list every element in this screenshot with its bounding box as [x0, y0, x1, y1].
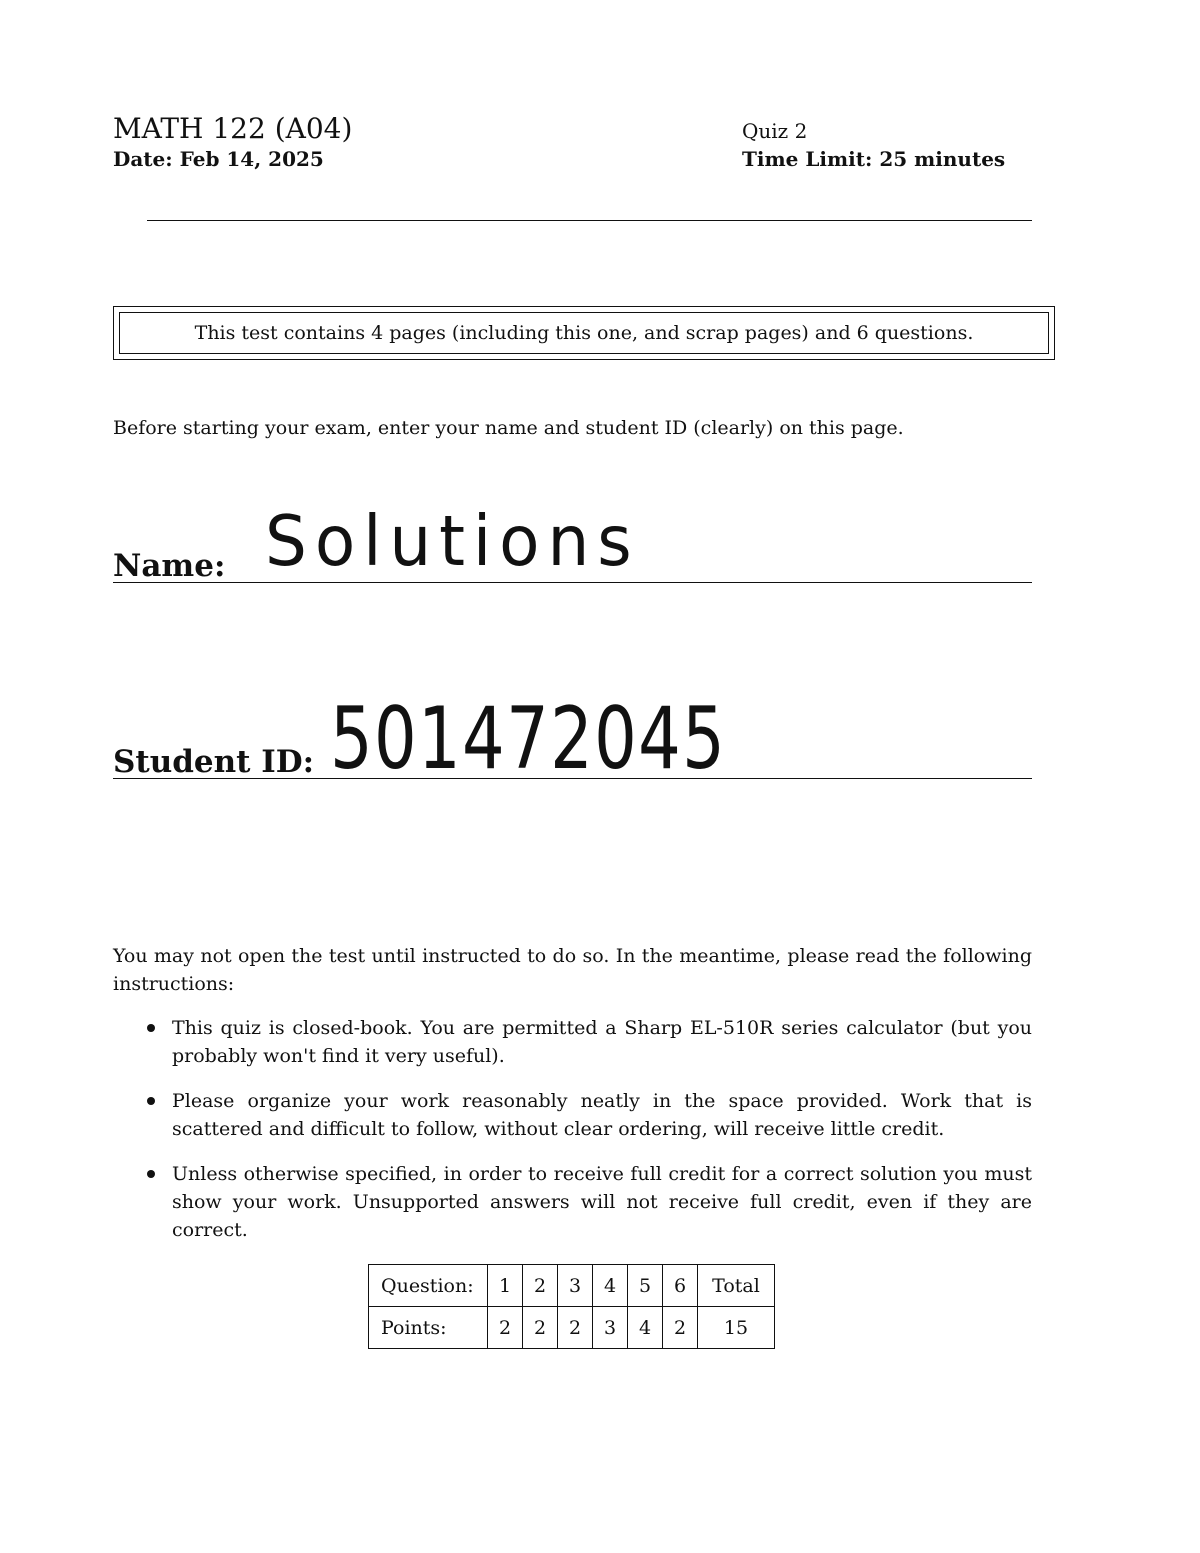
instructions-list [143, 1014, 1032, 1261]
instruction-item [143, 1014, 1032, 1070]
points-value-cell: 4 [628, 1307, 663, 1349]
question-number-cell: 1 [488, 1265, 523, 1307]
course-title: MATH 122 (A04) [113, 112, 353, 145]
points-header-cell: Points: [369, 1307, 488, 1349]
instruction-text: This quiz is closed-book. You are permitted a Sharp EL-510R series calculator (but you probably won't find it very useful). [172, 1017, 1032, 1067]
points-value-cell: 2 [558, 1307, 593, 1349]
question-number-cell: 6 [663, 1265, 698, 1307]
instruction-text: Unless otherwise specified, in order to receive full credit for a correct solution you must show your work. Unsupported answers will not receive full credit, even if they are correct. [172, 1163, 1032, 1241]
points-value-cell: 2 [523, 1307, 558, 1349]
student-id-underline [113, 778, 1032, 779]
quiz-name: Quiz 2 [742, 119, 808, 143]
notice-text: This test contains 4 pages (including this one, and scrap pages) and 6 questions. [119, 312, 1049, 354]
total-header-cell: Total [698, 1265, 775, 1307]
points-value-cell: 2 [663, 1307, 698, 1349]
question-number-cell: 3 [558, 1265, 593, 1307]
bullet-icon [147, 1097, 155, 1105]
total-points-cell: 15 [698, 1307, 775, 1349]
bullet-icon [147, 1024, 155, 1032]
instruction-item [143, 1160, 1032, 1244]
quiz-date: Date: Feb 14, 2025 [113, 147, 324, 171]
instruction-item [143, 1087, 1032, 1143]
name-underline [113, 582, 1032, 583]
name-handwritten-value: Solutions [265, 501, 640, 582]
before-start-instruction: Before starting your exam, enter your name and student ID (clearly) on this page. [113, 417, 904, 439]
question-row [369, 1265, 775, 1307]
question-number-cell: 4 [593, 1265, 628, 1307]
bullet-icon [147, 1170, 155, 1178]
question-number-cell: 2 [523, 1265, 558, 1307]
notice-box [113, 306, 1055, 360]
points-value-cell: 2 [488, 1307, 523, 1349]
name-label: Name: [113, 548, 226, 584]
question-number-cell: 5 [628, 1265, 663, 1307]
points-value-cell: 3 [593, 1307, 628, 1349]
instructions-intro: You may not open the test until instructed to do so. In the meantime, please read the following instructions: [113, 945, 1032, 995]
instruction-text: Please organize your work reasonably neatly in the space provided. Work that is scattered and difficult to follow, without clear ordering, will receive little credit. [172, 1090, 1032, 1140]
student-id-label: Student ID: [113, 744, 315, 780]
question-header-cell: Question: [369, 1265, 488, 1307]
time-limit: Time Limit: 25 minutes [742, 147, 1006, 171]
student-id-handwritten-value: 501472045 [330, 689, 727, 789]
points-table [368, 1264, 775, 1349]
header-divider [147, 220, 1032, 221]
points-row [369, 1307, 775, 1349]
